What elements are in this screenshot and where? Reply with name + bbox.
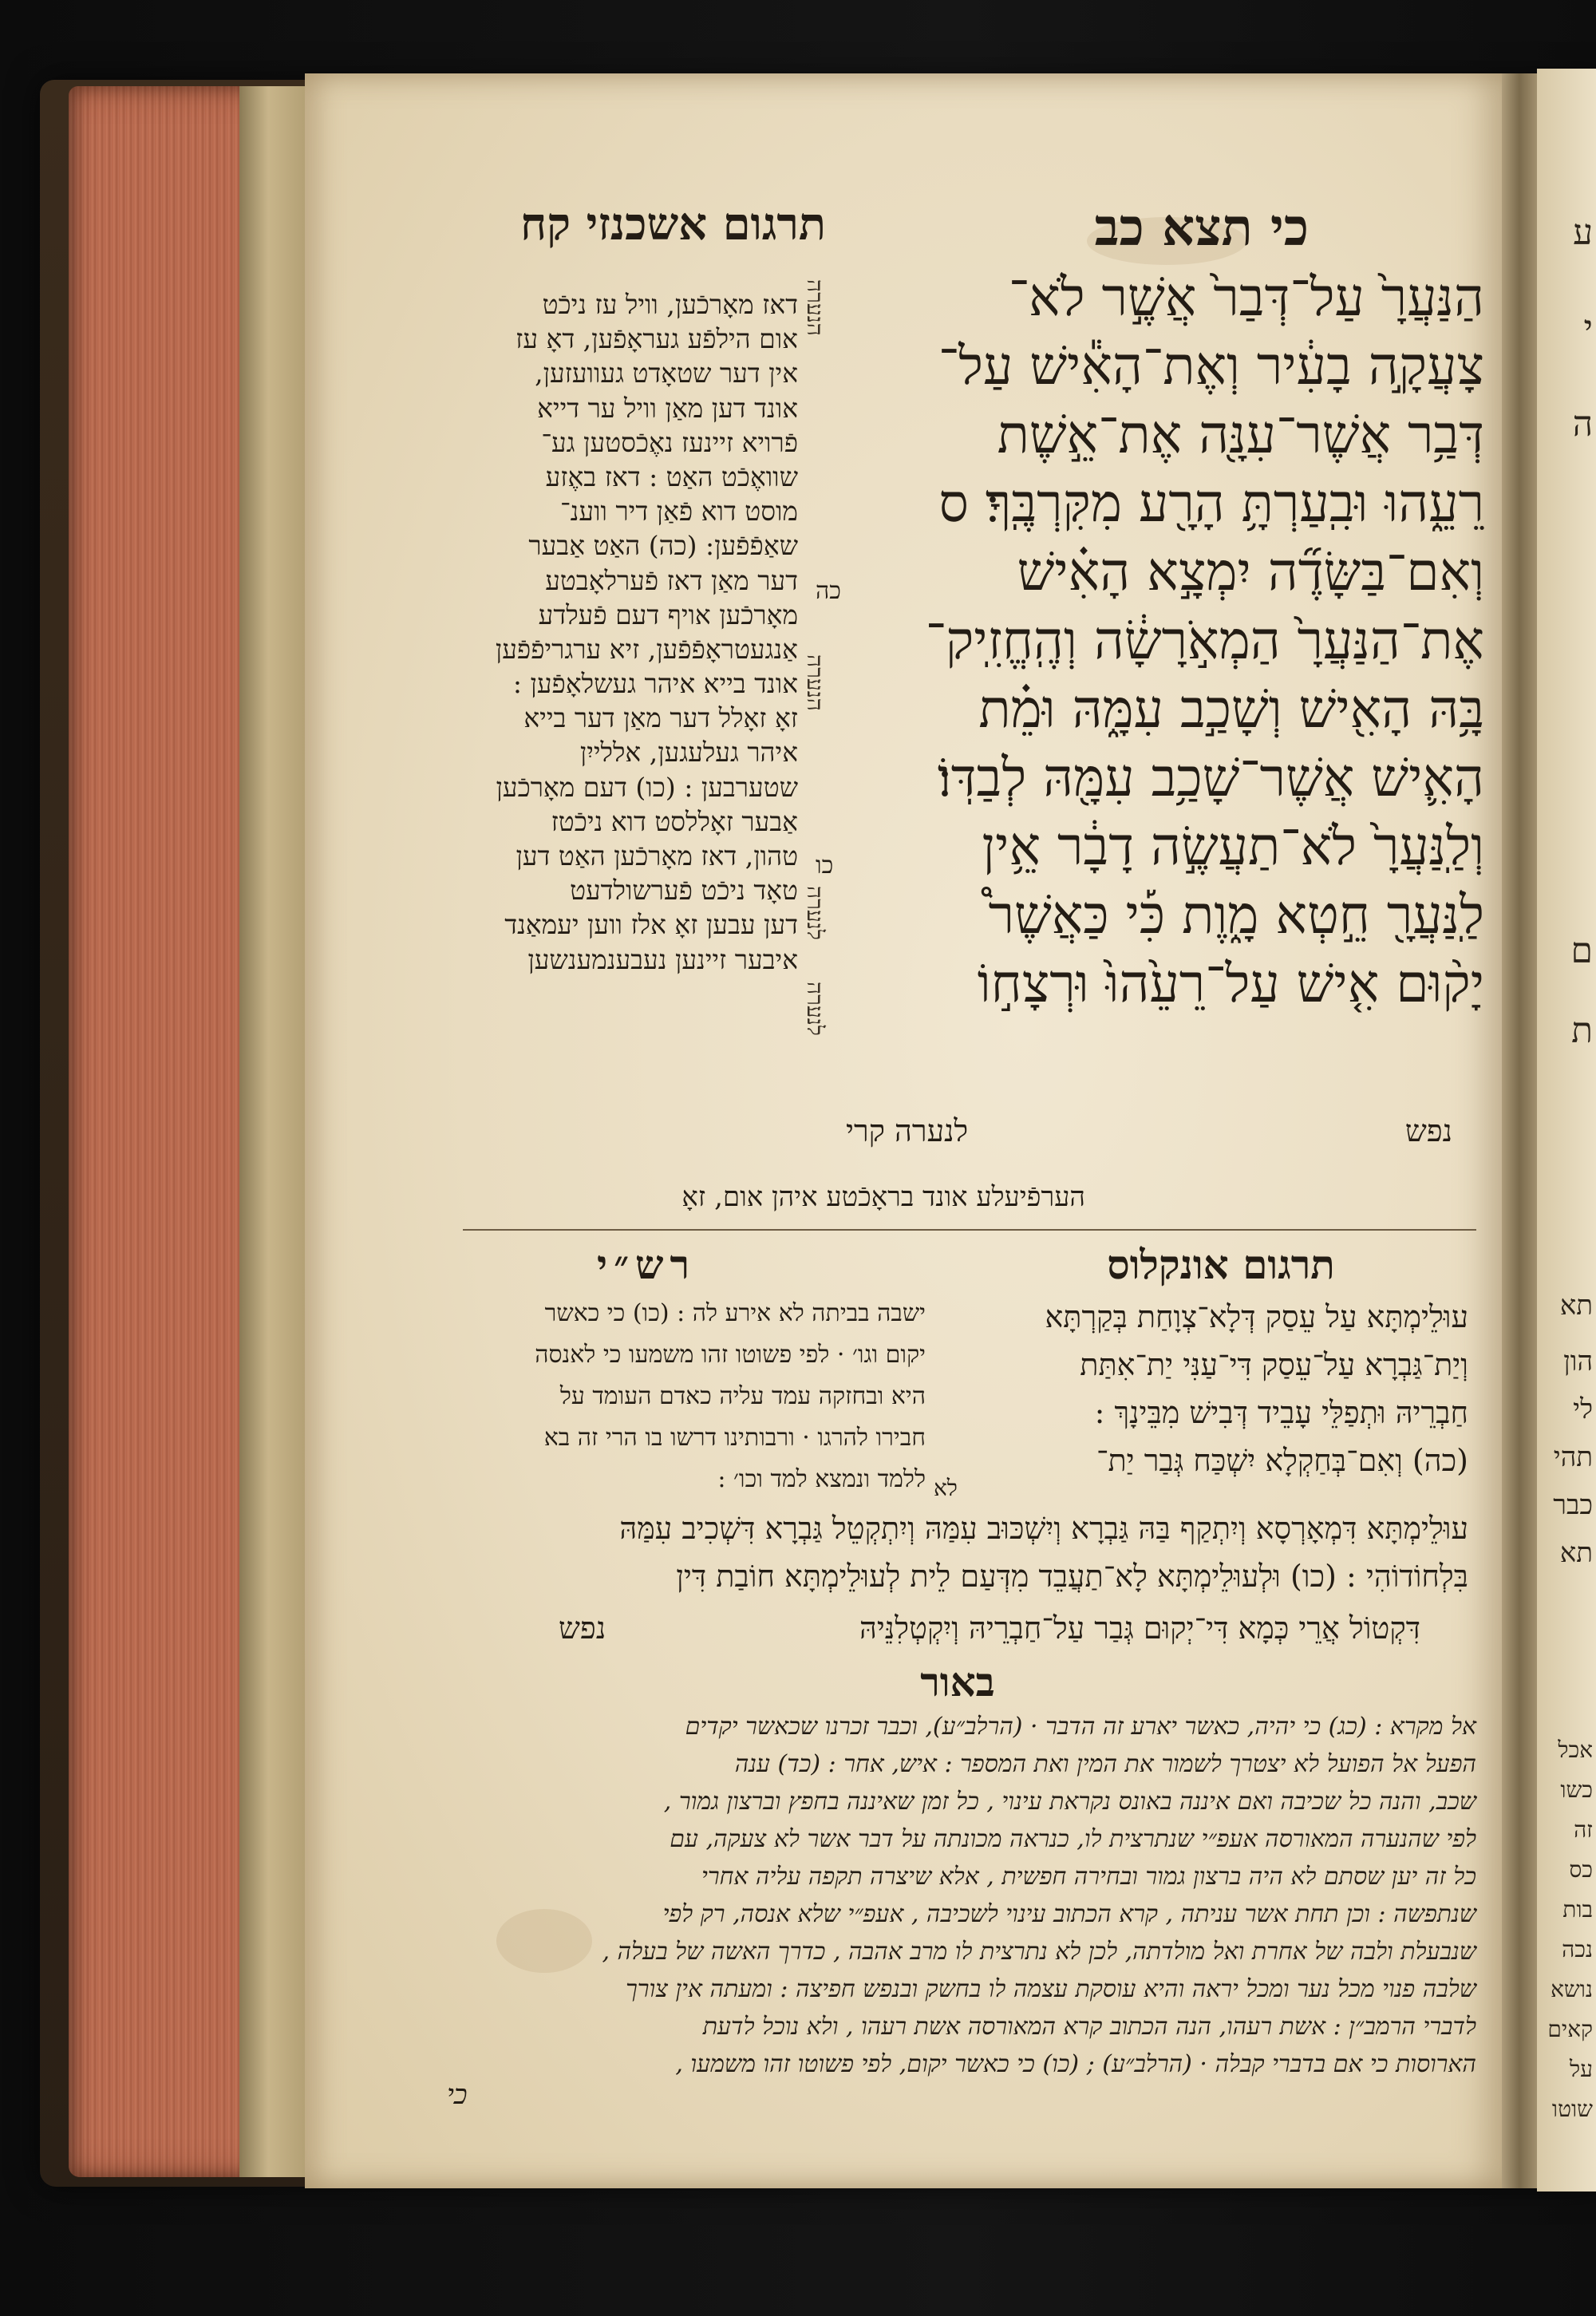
facing-page-text: כס — [1569, 1856, 1593, 1883]
translation-line: טאָד ניכֿט פֿערשולדעט — [570, 875, 798, 907]
facing-page-text: תהי — [1553, 1441, 1593, 1473]
translation-line: פֿרויא זיינעז נאֶכֿסטען גע־ — [541, 426, 798, 458]
translation-line: טהון, דאז מאָרכֿען האַט דען — [516, 840, 798, 871]
facing-page-text: נושא — [1551, 1976, 1593, 2002]
onkelos-line: בִּלְחוֹדוֹהִי : (כו) וּלְעוּלֵימְתָּא לָא־תַעֲבֵד מִדְּעַם לֵית לְעוּלֵימְתָּא חוֹבַת דִּין — [676, 1559, 1468, 1594]
translation-line: אַנגעטראָפֿפֿען, זיא ערגריפֿפֿען — [495, 633, 798, 665]
torah-line-with-verse — [816, 538, 1484, 607]
facing-page-text: בות — [1562, 1896, 1593, 1923]
facing-page-fragment — [1537, 69, 1596, 2192]
margin-note: לנערה — [802, 982, 828, 1036]
verse-number: כו — [816, 852, 834, 879]
keri-note-row — [846, 1113, 1452, 1149]
rashi-line: ישבה בביתה לא אירע לה : (כו) כי כאשר — [544, 1299, 926, 1327]
onkelos-line: חַבְרֵיהּ וּתְפַלֵּי עָבֵיד דְּבִישׁ מִבֵּינָךְ : — [1094, 1395, 1468, 1430]
facing-page-text: אכל — [1558, 1737, 1593, 1763]
biur-line: שנתפשה : וכן תחת אשר עניתה , קרא הכתוב עינוי לשכיבה , אעפ״י שלא אנסה, רק לפי — [662, 1900, 1476, 1928]
biur-line: כל זה יען שסתם לא היה ברצון גמור ובחירה חפשית , אלא שיצרה תקפה עליה אחרי — [701, 1863, 1476, 1891]
translation-line: שאַפֿפֿען: (כה) האַט אַבער — [528, 530, 798, 562]
rashi-line: יקום וגו׳ · לפי פשוטו זהו משמעו כי לאנסה — [535, 1341, 926, 1369]
facing-page-text: לי — [1573, 1393, 1593, 1425]
biur-line: שנבעלת ולבה של אחרת ואל מולדתה, לכן לא נתרצית לו מרב אהבה , כדרך האשה של בעלה , — [602, 1938, 1476, 1966]
rashi-title: רש״י — [596, 1241, 697, 1288]
translation-line: דען עבען זאָ אלז ווען יעמאַנד — [504, 909, 798, 941]
facing-page-text: תא — [1559, 1290, 1593, 1322]
torah-line: בָּ֥הּ הָאִ֖ישׁ וְשָׁכַ֣ב עִמָּ֑הּ וּמֵ֗ת — [978, 678, 1484, 740]
torah-line-with-verse — [816, 812, 1484, 881]
translation-line: מאָרכֿען אויף דעם פֿעלדע — [538, 599, 798, 630]
facing-page-text: כשו — [1560, 1777, 1593, 1803]
section-divider — [463, 1229, 1476, 1231]
facing-page-text: קאים — [1547, 2016, 1593, 2042]
biur-line: שלבה פנוי מכל נער ומכל יראה והיא עוסקת עצמה לו בחשק ובנפש חפיצה : ומעתה אין צורך — [626, 1975, 1476, 2003]
onkelos-line: עוּלֵימְתָּא עַל עֵסַק דְּלָא־צְוָחַת בְּקַרְתָּא — [1045, 1299, 1468, 1334]
torah-line: אֶת־הַנַּעֲרָ֙ הַמְאֹ֣רָשָׂ֔ה וְהֶֽחֱזִֽיק־ — [925, 610, 1484, 671]
translation-line: איהר געלעגען, אללייִן — [579, 737, 798, 769]
biur-line: לדברי הרמב״ן : אשת רעהו, הנה הכתוב קרא המאורסה אשת רעהו , ולא נוכל לדעת — [702, 2013, 1476, 2041]
biur-line: אל מקרא : (כג) כי יהיה, כאשר יארע זה הדבר · (הרלב״ע), וכבר זכרנו שכאשר יקדים — [685, 1713, 1476, 1741]
torah-line: לַֽנַּעֲרָ֖ חֵ֣טְא מָ֑וֶת כִּ֡י כַּאֲשֶׁר֩ — [988, 884, 1484, 946]
translation-line: איבער זיינען נעבענמענשען — [527, 943, 798, 975]
translation-line: שטערבען : (כו) דעם מאָרכֿען — [496, 771, 798, 803]
rashi-line: ללמד ונמצא למד וכו׳ : — [717, 1465, 926, 1493]
biur-title: באור — [920, 1658, 995, 1705]
facing-page-text: ם — [1570, 931, 1593, 971]
verse-number: כה — [816, 577, 841, 605]
translation-line: אַבער זאָללסט דוא ניכֿטז — [551, 805, 798, 837]
biur-line: לפי שהנערה המאורסה אעפ״י שנתרצית לו, כנראה מכונתה על דבר אשר לא צעקה, עם — [670, 1825, 1476, 1853]
rashi-line: היא ובחזקה עמד עליה כאדם העומד על — [559, 1382, 926, 1410]
onkelos-line: עוּלֵימְתָּא דִּמְאָרְסָא וְיִתְקַף בַּהּ גַּבְרָא וְיִשְׁכּוּב עִמַּהּ וְיִתְקְטֵל גַּבְרָא דִּשְׁכִיב עִמַּהּ — [619, 1511, 1468, 1546]
translation-line: זאָ זאָלל דער מאַן דער בייא — [523, 702, 798, 734]
german-translation-column — [431, 287, 798, 977]
biur-line: הארוסות כי אם בדברי קבלה · (הרלב״ע) ; (כו) כי כאשר יקום, לפי פשוטו זהו משמעו , — [675, 2050, 1476, 2078]
facing-page-text: על — [1570, 2056, 1593, 2082]
torah-line: צָעֲקָ֣ה בָעִ֔יר וְאֶת־הָאִ֕ישׁ עַל־ — [938, 335, 1484, 397]
running-head-left: תרגום אשכנזי קח — [519, 198, 826, 251]
onkelos-line: דִּקְטוֹל אֲרֵי כְּמָא דִּי־יְקוּם גְּבַר עַל־חַבְרֵיהּ וְיִקְטְלִנֵּיהּ — [859, 1611, 1420, 1646]
rashi-column — [455, 1293, 926, 1500]
torah-line: הַנַּעֲרָ֙ עַל־דְּבַר֙ אֲשֶׁ֣ר לֹא־ — [1008, 267, 1484, 328]
translation-line: אונד דען מאַן וויל ער דייא — [537, 392, 798, 424]
onkelos-line: וְיַת־גַּבְרָא עַל־עֵסַק דִּי־עַנִּי יַת־אִתַּת — [1080, 1347, 1468, 1382]
margin-note: לנערה — [802, 886, 828, 940]
keri-right: נפש — [1404, 1113, 1452, 1148]
translation-line: אין דער שטאָדט געוועזען, — [535, 358, 798, 389]
keri-note: לנערה קרי — [846, 1113, 969, 1148]
facing-page-text: נכה — [1562, 1936, 1593, 1962]
translation-continuation: הערפֿיעלע אונד בראָכֿטע איהן אום, זאָ — [681, 1181, 1085, 1213]
facing-page-text: שוטו — [1551, 2096, 1593, 2122]
facing-page-text: כבר — [1553, 1489, 1593, 1521]
rashi-line: חבירו להרגו · ורבותינו דרשו בו הרי זה בא — [543, 1424, 926, 1452]
torah-line: רֵעֵ֑הוּ וּבִֽעַרְתָּ֥ הָרָ֖ע מִקִּרְבֶּֽךָ׃ ס — [938, 472, 1484, 534]
torah-line: יָק֨וּם אִ֤ישׁ עַל־רֵעֵ֙הוּ֙ וּרְצָח֣וֹ — [977, 953, 1484, 1014]
onkelos-full-width — [463, 1504, 1468, 1600]
translation-line: דער מאַן דאז פֿערלאָבטע — [545, 564, 798, 596]
translation-line: שוואֶכֿט האַט : דאז באֶזע — [545, 460, 798, 492]
onkelos-marker: לא — [934, 1475, 958, 1501]
facing-page-text: הון — [1563, 1346, 1593, 1377]
margin-note: הנערה — [802, 279, 828, 336]
torah-line: וְאִם־בַּשָּׂדֶ֞ה יִמְצָ֣א הָאִ֗ישׁ — [1017, 541, 1484, 603]
book-gutter — [1499, 73, 1540, 2188]
translation-line: מוסט דוא פֿאַן דיר ווענ־ — [560, 496, 798, 528]
masoretic-margin-notes — [802, 279, 839, 1077]
facing-page-text: י — [1583, 308, 1593, 349]
translation-line: אום הילפֿע געראָפֿען, דאָ עז — [516, 323, 798, 355]
translation-line: דאז מאָרכֿען, וויל עז ניכֿט — [542, 289, 798, 320]
facing-page-text: ה — [1572, 404, 1593, 445]
biur-commentary — [439, 1708, 1476, 2083]
onkelos-last-word: נפש — [559, 1611, 606, 1646]
catchword: כי — [447, 2079, 468, 2111]
onkelos-column — [942, 1293, 1468, 1484]
onkelos-line: (כה) וְאִם־בְּחַקְלָא יִשְׁכַּח גְּבַר יַת־ — [1096, 1443, 1468, 1478]
torah-line: וְלַֽנַּעֲרָ֙ לֹא־תַעֲשֶׂ֣ה דָבָ֔ר אֵ֥ין — [982, 816, 1484, 877]
facing-page-text: ע — [1573, 212, 1593, 253]
biur-line: הפעל אל הפועל לא יצטרך לשמור את המין ואת המספר : איש, אחר : (כד) ענה — [734, 1750, 1476, 1778]
facing-page-text: ת — [1571, 1010, 1593, 1051]
facing-page-text: זה — [1574, 1816, 1593, 1843]
margin-note: הנערה — [802, 654, 828, 711]
torah-text-column — [816, 263, 1484, 1018]
onkelos-last-row — [559, 1611, 1420, 1646]
torah-line: הָאִ֛ישׁ אֲשֶׁר־שָׁכַ֥ב עִמָּ֖הּ לְבַדּֽוֹ׃ — [937, 747, 1484, 808]
onkelos-title: תרגום אונקלוס — [1107, 1241, 1335, 1288]
facing-page-text: תא — [1559, 1537, 1593, 1569]
torah-line: דְּבַ֥ר אֲשֶׁר־עִנָּ֖ה אֶת־אֵ֣שֶׁת — [997, 404, 1484, 465]
running-head-right: כי תצא כב — [1094, 198, 1309, 258]
biur-line: שכב, והנה כל שכיבה ואם איננה באונס נקראת עינוי , כל זמן שאיננה בחפץ וברצון גמור , — [663, 1788, 1476, 1816]
translation-line: אונד בייא איהר געשלאָפֿען : — [512, 668, 798, 700]
page-block-band — [239, 86, 311, 2177]
